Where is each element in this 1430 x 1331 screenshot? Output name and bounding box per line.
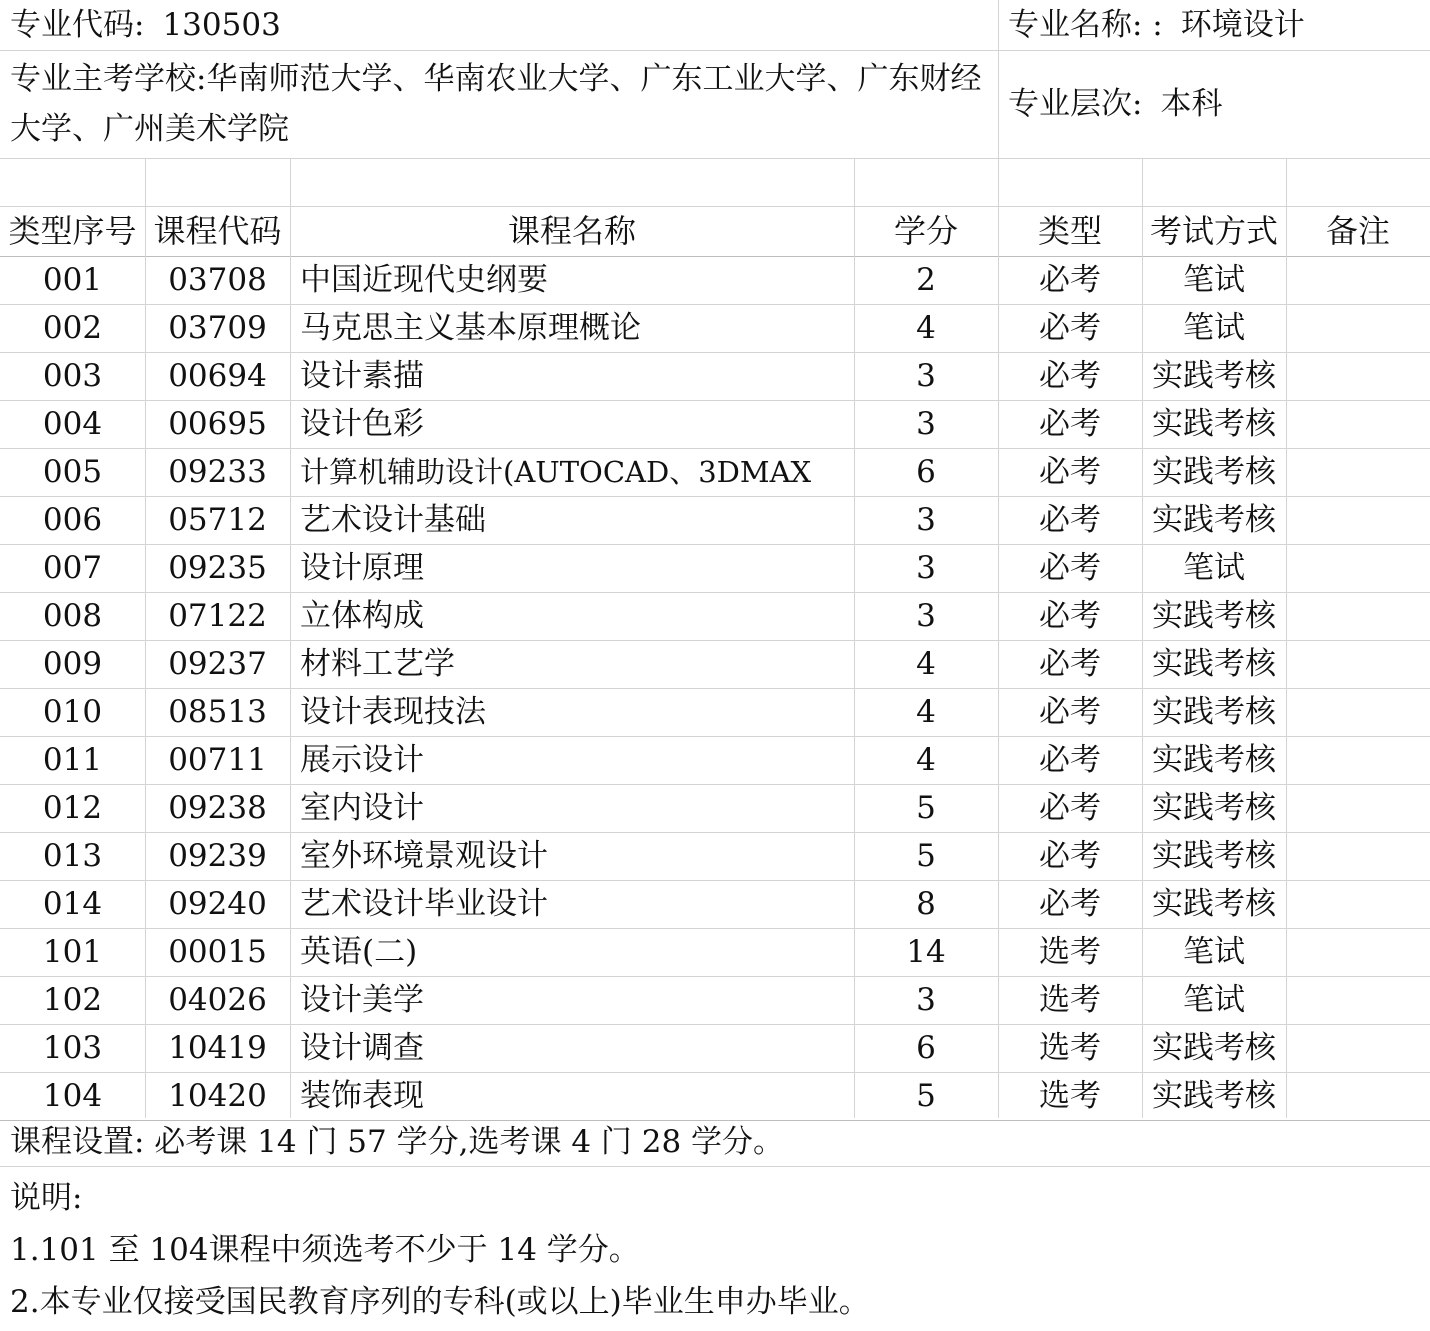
cell-note bbox=[1286, 640, 1430, 688]
cell-code: 10420 bbox=[168, 1077, 267, 1114]
cell-type: 选考 bbox=[1039, 981, 1101, 1018]
grid-hline bbox=[0, 158, 1430, 159]
cell-seq: 103 bbox=[42, 1029, 103, 1066]
grid-hline bbox=[0, 1072, 1430, 1073]
grid-hline bbox=[0, 688, 1430, 689]
cell-note bbox=[1286, 496, 1430, 544]
cell-exam: 实践考核 bbox=[1152, 1029, 1276, 1066]
col-header-name: 课程名称 bbox=[507, 212, 636, 250]
cell-credit: 4 bbox=[916, 645, 936, 682]
cell-credit: 3 bbox=[916, 501, 936, 538]
cell-seq: 004 bbox=[42, 405, 103, 442]
note-1: 1.101 至 104课程中须选考不少于 14 学分。 bbox=[10, 1231, 640, 1268]
grid-hline bbox=[0, 352, 1430, 353]
cell-seq: 009 bbox=[42, 645, 103, 682]
cell-code: 04026 bbox=[168, 981, 267, 1018]
cell-note bbox=[1286, 832, 1430, 880]
cell-type: 必考 bbox=[1039, 789, 1101, 826]
cell-credit: 3 bbox=[916, 981, 936, 1018]
cell-credit: 6 bbox=[916, 453, 936, 490]
cell-name: 艺术设计基础 bbox=[300, 501, 486, 538]
cell-type: 选考 bbox=[1039, 1029, 1101, 1066]
cell-seq: 101 bbox=[42, 933, 103, 970]
col-header-seq: 类型序号 bbox=[8, 212, 137, 250]
cell-code: 09235 bbox=[168, 549, 267, 586]
grid-vline bbox=[998, 158, 999, 1118]
cell-type: 必考 bbox=[1039, 741, 1101, 778]
cell-note bbox=[1286, 544, 1430, 592]
grid-hline bbox=[0, 448, 1430, 449]
cell-type: 必考 bbox=[1039, 453, 1101, 490]
cell-code: 07122 bbox=[168, 597, 267, 634]
cell-name: 设计原理 bbox=[300, 549, 424, 586]
cell-seq: 003 bbox=[42, 357, 103, 394]
cell-name: 计算机辅助设计(AUTOCAD、3DMAX bbox=[300, 454, 812, 489]
cell-type: 必考 bbox=[1039, 261, 1101, 298]
cell-seq: 002 bbox=[42, 309, 103, 346]
cell-exam: 实践考核 bbox=[1152, 453, 1276, 490]
cell-note bbox=[1286, 352, 1430, 400]
cell-code: 09239 bbox=[168, 837, 267, 874]
cell-exam: 实践考核 bbox=[1152, 1077, 1276, 1114]
cell-note bbox=[1286, 736, 1430, 784]
cell-seq: 102 bbox=[42, 981, 103, 1018]
cell-code: 09238 bbox=[168, 789, 267, 826]
cell-exam: 实践考核 bbox=[1152, 405, 1276, 442]
cell-seq: 006 bbox=[42, 501, 103, 538]
grid-vline bbox=[1142, 158, 1143, 1118]
grid-hline bbox=[0, 640, 1430, 641]
cell-name: 展示设计 bbox=[300, 741, 424, 778]
cell-credit: 3 bbox=[916, 597, 936, 634]
cell-type: 必考 bbox=[1039, 885, 1101, 922]
grid-vline bbox=[145, 158, 146, 1118]
cell-exam: 实践考核 bbox=[1152, 741, 1276, 778]
cell-exam: 笔试 bbox=[1183, 933, 1245, 970]
grid-hline bbox=[0, 304, 1430, 305]
cell-seq: 012 bbox=[42, 789, 103, 826]
cell-note bbox=[1286, 688, 1430, 736]
cell-type: 选考 bbox=[1039, 1077, 1101, 1114]
major-name-label: 专业名称: : bbox=[1008, 6, 1163, 43]
grid-hline bbox=[0, 1024, 1430, 1025]
cell-name: 装饰表现 bbox=[300, 1077, 424, 1114]
grid-hline bbox=[0, 736, 1430, 737]
grid-hline bbox=[0, 206, 1430, 207]
cell-exam: 笔试 bbox=[1183, 981, 1245, 1018]
cell-exam: 笔试 bbox=[1183, 261, 1245, 298]
cell-note bbox=[1286, 448, 1430, 496]
cell-name: 材料工艺学 bbox=[300, 645, 455, 682]
cell-seq: 008 bbox=[42, 597, 103, 634]
cell-type: 必考 bbox=[1039, 357, 1101, 394]
cell-credit: 4 bbox=[916, 309, 936, 346]
schools-cell bbox=[0, 50, 998, 158]
schools-value: 华南师范大学、华南农业大学、广东工业大学、广东财经大学、广州美术学院 bbox=[10, 61, 982, 147]
cell-code: 00694 bbox=[168, 357, 267, 394]
grid-vline bbox=[854, 158, 855, 1118]
col-header-note: 备注 bbox=[1325, 212, 1390, 250]
cell-name: 设计表现技法 bbox=[300, 693, 486, 730]
grid-vline bbox=[1286, 158, 1287, 1118]
cell-seq: 001 bbox=[42, 261, 103, 298]
cell-credit: 2 bbox=[916, 261, 936, 298]
cell-name: 设计素描 bbox=[300, 357, 424, 394]
grid-hline bbox=[0, 784, 1430, 785]
col-header-exam: 考试方式 bbox=[1149, 212, 1278, 250]
cell-exam: 实践考核 bbox=[1152, 357, 1276, 394]
cell-note bbox=[1286, 400, 1430, 448]
cell-code: 05712 bbox=[168, 501, 267, 538]
col-header-code: 课程代码 bbox=[153, 212, 282, 250]
cell-name: 设计色彩 bbox=[300, 405, 424, 442]
cell-credit: 5 bbox=[916, 837, 936, 874]
cell-name: 立体构成 bbox=[300, 597, 424, 634]
cell-code: 09233 bbox=[168, 453, 267, 490]
cell-seq: 007 bbox=[42, 549, 103, 586]
major-code-value: 130503 bbox=[162, 6, 281, 43]
cell-name: 室外环境景观设计 bbox=[300, 837, 548, 874]
grid-vline bbox=[290, 158, 291, 1118]
cell-type: 必考 bbox=[1039, 693, 1101, 730]
cell-credit: 3 bbox=[916, 357, 936, 394]
grid-hline bbox=[0, 832, 1430, 833]
cell-code: 00695 bbox=[168, 405, 267, 442]
cell-exam: 实践考核 bbox=[1152, 837, 1276, 874]
cell-type: 必考 bbox=[1039, 837, 1101, 874]
cell-exam: 实践考核 bbox=[1152, 501, 1276, 538]
cell-type: 必考 bbox=[1039, 597, 1101, 634]
cell-code: 00711 bbox=[168, 741, 267, 778]
major-code-cell bbox=[0, 0, 998, 50]
cell-name: 设计调查 bbox=[300, 1029, 424, 1066]
grid-hline bbox=[0, 496, 1430, 497]
cell-exam: 笔试 bbox=[1183, 309, 1245, 346]
grid-hline bbox=[0, 400, 1430, 401]
cell-code: 00015 bbox=[168, 933, 267, 970]
grid-hline bbox=[0, 1166, 1430, 1167]
cell-seq: 014 bbox=[42, 885, 103, 922]
cell-code: 10419 bbox=[168, 1029, 267, 1066]
cell-name: 艺术设计毕业设计 bbox=[300, 885, 548, 922]
grid-hline bbox=[0, 880, 1430, 881]
note-2: 2.本专业仅接受国民教育序列的专科(或以上)毕业生申办毕业。 bbox=[10, 1283, 870, 1320]
level-cell bbox=[998, 50, 1430, 158]
cell-seq: 010 bbox=[42, 693, 103, 730]
summary-line: 课程设置: 必考课 14 门 57 学分,选考课 4 门 28 学分。 bbox=[10, 1123, 785, 1160]
grid-hline bbox=[0, 928, 1430, 929]
cell-credit: 5 bbox=[916, 789, 936, 826]
cell-exam: 实践考核 bbox=[1152, 645, 1276, 682]
cell-name: 马克思主义基本原理概论 bbox=[300, 309, 641, 346]
cell-type: 必考 bbox=[1039, 645, 1101, 682]
col-header-credit: 学分 bbox=[893, 212, 958, 250]
col-header-type: 类型 bbox=[1037, 212, 1102, 250]
notes-title: 说明: bbox=[10, 1179, 83, 1216]
grid-hline bbox=[0, 256, 1430, 257]
major-name-value: 环境设计 bbox=[1180, 6, 1305, 43]
cell-note bbox=[1286, 1072, 1430, 1120]
cell-credit: 5 bbox=[916, 1077, 936, 1114]
grid-hline bbox=[0, 592, 1430, 593]
cell-code: 03709 bbox=[168, 309, 267, 346]
cell-note bbox=[1286, 880, 1430, 928]
cell-code: 03708 bbox=[168, 261, 267, 298]
cell-code: 09240 bbox=[168, 885, 267, 922]
cell-seq: 011 bbox=[42, 741, 103, 778]
cell-note bbox=[1286, 784, 1430, 832]
major-code-label: 专业代码: bbox=[10, 6, 145, 43]
cell-type: 必考 bbox=[1039, 549, 1101, 586]
cell-note bbox=[1286, 304, 1430, 352]
cell-name: 中国近现代史纲要 bbox=[300, 261, 548, 298]
cell-note bbox=[1286, 928, 1430, 976]
level-label: 专业层次: bbox=[1008, 85, 1143, 122]
cell-name: 设计美学 bbox=[300, 981, 424, 1018]
cell-exam: 实践考核 bbox=[1152, 693, 1276, 730]
schools-label: 专业主考学校: bbox=[10, 61, 207, 97]
cell-type: 必考 bbox=[1039, 309, 1101, 346]
grid-hline bbox=[0, 544, 1430, 545]
cell-code: 08513 bbox=[168, 693, 267, 730]
cell-seq: 104 bbox=[42, 1077, 103, 1114]
cell-credit: 3 bbox=[916, 549, 936, 586]
cell-credit: 4 bbox=[916, 693, 936, 730]
cell-note bbox=[1286, 976, 1430, 1024]
cell-note bbox=[1286, 592, 1430, 640]
cell-type: 选考 bbox=[1039, 933, 1101, 970]
level-value: 本科 bbox=[1160, 85, 1223, 122]
cell-exam: 笔试 bbox=[1183, 549, 1245, 586]
grid-hline bbox=[0, 976, 1430, 977]
cell-code: 09237 bbox=[168, 645, 267, 682]
cell-seq: 005 bbox=[42, 453, 103, 490]
cell-credit: 3 bbox=[916, 405, 936, 442]
grid-hline bbox=[0, 50, 1430, 51]
grid-hline bbox=[0, 1120, 1430, 1121]
cell-note bbox=[1286, 256, 1430, 304]
cell-exam: 实践考核 bbox=[1152, 885, 1276, 922]
cell-name: 英语(二) bbox=[300, 933, 418, 970]
cell-credit: 6 bbox=[916, 1029, 936, 1066]
cell-name: 室内设计 bbox=[300, 789, 424, 826]
cell-credit: 4 bbox=[916, 741, 936, 778]
cell-type: 必考 bbox=[1039, 405, 1101, 442]
major-name-cell bbox=[998, 0, 1430, 50]
cell-exam: 实践考核 bbox=[1152, 597, 1276, 634]
cell-exam: 实践考核 bbox=[1152, 789, 1276, 826]
cell-type: 必考 bbox=[1039, 501, 1101, 538]
cell-seq: 013 bbox=[42, 837, 103, 874]
cell-credit: 14 bbox=[906, 933, 946, 970]
cell-credit: 8 bbox=[916, 885, 936, 922]
cell-note bbox=[1286, 1024, 1430, 1072]
